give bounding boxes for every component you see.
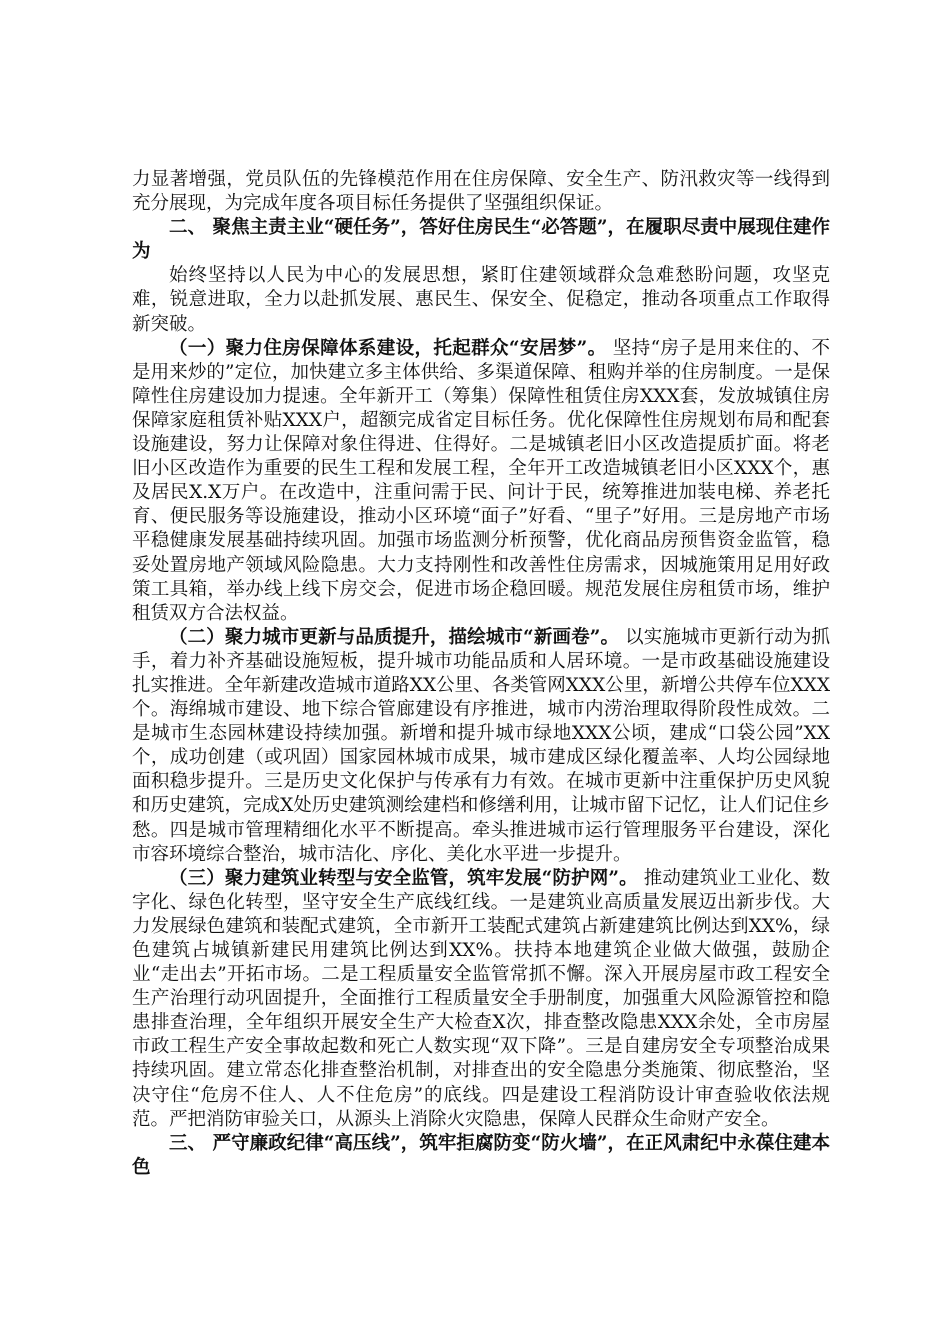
body-paragraph [132, 337, 830, 626]
paragraph-text: 以实施城市更新行动为抓手，着力补齐基础设施短板，提升城市功能品质和人居环境。一是市政基础设施建设扎实推进。全年新建改造城市道路XX公里、各类管网XXX公里，新增公共停车位XXX个。海绵城市建设、地下综合管廊建设有序推进，城市内涝治理取得阶段性成效。二是城市生态园林建设持续加强。新增和提升城市绿地XXX公顷，建成“口袋公园”XX个，成功创建（或巩固）国家园林城市成果，城市建成区绿化覆盖率、人均公园绿地面积稳步提升。三是历史文化保护与传承有力有效。在城市更新中注重保护历史风貌和历史建筑，完成X处历史建筑测绘建档和修缮利用，让城市留下记忆，让人们记住乡愁。四是城市管理精细化水平不断提高。牵头推进城市运行管理服务平台建设，深化市容环境综合整治，城市洁化、序化、美化水平进一步提升。 [132, 626, 830, 865]
paragraph-text: 坚持“房子是用来住的、不是用来炒的”定位，加快建立多主体供给、多渠道保障、租购并举的住房制度。一是保障性住房建设加力提速。全年新开工（筹集）保障性租赁住房XXX套，发放城镇住房保障家庭租赁补贴XXX户，超额完成省定目标任务。优化保障性住房规划布局和配套设施建设，努力让保障对象住得进、住得好。二是城镇老旧小区改造提质扩面。将老旧小区改造作为重要的民生工程和发展工程，全年开工改造城镇老旧小区XXX个，惠及居民X.X万户。在改造中，注重问需于民、问计于民，统筹推进加装电梯、养老托育、便民服务等设施建设，推动小区环境“面子”好看、“里子”好用。三是房地产市场平稳健康发展基础持续巩固。加强市场监测分析预警，优化商品房预售资金监管，稳妥处置房地产领域风险隐患。大力支持刚性和改善性住房需求，因城施策用足用好政策工具箱，举办线上线下房交会，促进市场企稳回暖。规范发展住房租赁市场，维护租赁双方合法权益。 [132, 337, 830, 624]
paragraph-lead: （三）聚力建筑业转型与安全监管，筑牢发展“防护网”。 [169, 867, 638, 889]
body-paragraph [132, 264, 830, 336]
paragraph-text: 始终坚持以人民为中心的发展思想，紧盯住建领域群众急难愁盼问题，攻坚克难，锐意进取，全力以赴抓发展、惠民生、保安全、促稳定，推动各项重点工作取得新突破。 [132, 265, 830, 335]
body-paragraph [132, 168, 830, 216]
paragraph-lead: （二）聚力城市更新与品质提升，描绘城市“新画卷”。 [169, 626, 620, 648]
body-paragraph [132, 626, 830, 867]
paragraph-text: 推动建筑业工业化、数字化、绿色化转型，坚守安全生产底线红线。一是建筑业高质量发展迈出新步伐。大力发展绿色建筑和装配式建筑，全市新开工装配式建筑占新建建筑比例达到XX%，绿色建筑占城镇新建民用建筑比例达到XX%。扶持本地建筑企业做大做强，鼓励企业“走出去”开拓市场。二是工程质量安全监管常抓不懈。深入开展房屋市政工程安全生产治理行动巩固提升，全面推行工程质量安全手册制度，加强重大风险源管控和隐患排查治理，全年组织开展安全生产大检查X次，排查整改隐患XXX余处，全市房屋市政工程生产安全事故起数和死亡人数实现“双下降”。三是自建房安全专项整治成果持续巩固。建立常态化排查整治机制，对排查出的安全隐患分类施策、彻底整治，坚决守住“危房不住人、人不住危房”的底线。四是建设工程消防设计审查验收依法规范。严把消防审验关口，从源头上消除火灾隐患，保障人民群众生命财产安全。 [132, 867, 830, 1130]
section-heading [132, 216, 830, 264]
heading-text: 三、 严守廉政纪律“高压线”，筑牢拒腐防变“防火墙”，在正风肃纪中永葆住建本色 [132, 1132, 830, 1178]
section-heading [132, 1132, 830, 1180]
paragraph-text: 力显著增强，党员队伍的先锋模范作用在住房保障、安全生产、防汛救灾等一线得到充分展现，为完成年度各项目标任务提供了坚强组织保证。 [132, 169, 830, 215]
body-paragraph [132, 867, 830, 1132]
document-page [132, 168, 830, 1180]
heading-text: 二、 聚焦主责主业“硬任务”，答好住房民生“必答题”，在履职尽责中展现住建作为 [132, 217, 830, 263]
paragraph-lead: （一）聚力住房保障体系建设，托起群众“安居梦”。 [169, 337, 607, 359]
